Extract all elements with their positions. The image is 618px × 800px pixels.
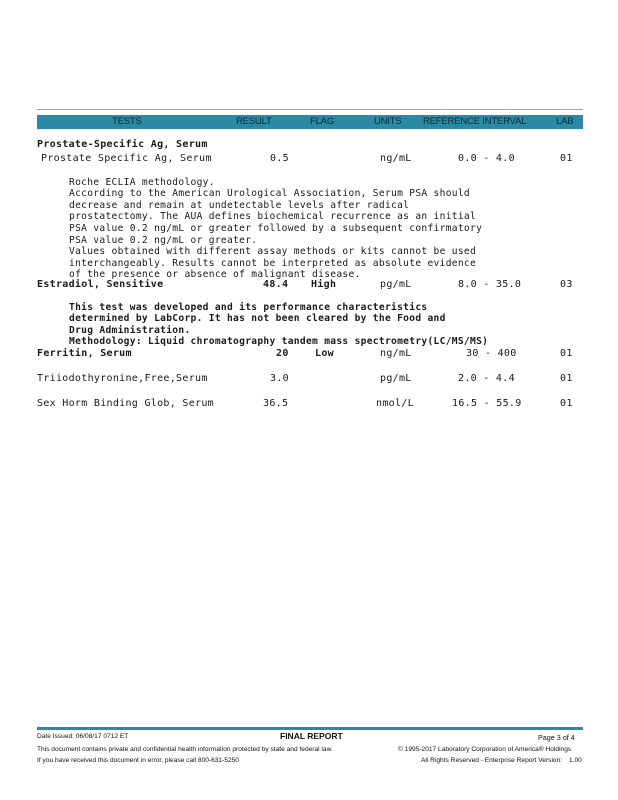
t3-units: pg/mL — [380, 373, 412, 384]
ferritin-test-name: Ferritin, Serum — [37, 348, 132, 359]
header-units: UNITS — [374, 116, 402, 127]
estradiol-note-line: Methodology: Liquid chromatography tandem mass spectrometry(LC/MS/MS) — [69, 336, 489, 348]
psa-reference: 0.0 - 4.0 — [458, 153, 515, 164]
t3-test-name: Triiodothyronine,Free,Serum — [37, 373, 208, 384]
shbg-test-name: Sex Horm Binding Glob, Serum — [37, 398, 214, 409]
psa-test-name: Prostate Specific Ag, Serum — [41, 153, 212, 164]
header-tests: TESTS — [112, 116, 142, 127]
t3-lab: 01 — [560, 373, 573, 384]
psa-note-line: PSA value 0.2 ng/mL or greater. — [69, 234, 258, 246]
report-version: 1.00 — [569, 757, 582, 764]
estradiol-lab: 03 — [560, 279, 573, 290]
header-reference-interval: REFERENCE INTERVAL — [423, 116, 527, 127]
ferritin-reference: 30 - 400 — [466, 348, 517, 359]
ferritin-result: 20 — [276, 348, 289, 359]
ferritin-flag: Low — [315, 348, 334, 359]
copyright: © 1995-2017 Laboratory Corporation of America® Holdings — [398, 746, 572, 753]
psa-note-line: Values obtained with different assay methods or kits cannot be used — [69, 246, 477, 258]
estradiol-result: 48.4 — [263, 279, 289, 290]
rights-reserved: All Rights Reserved - Enterprise Report Version: — [421, 757, 563, 764]
estradiol-test-name: Estradiol, Sensitive — [37, 279, 164, 290]
estradiol-flag: High — [311, 279, 337, 290]
ferritin-units: ng/mL — [380, 348, 412, 359]
estradiol-note-line: Drug Administration. — [69, 324, 191, 336]
psa-units: ng/mL — [380, 153, 412, 164]
header-lab: LAB — [556, 116, 574, 127]
shbg-reference: 16.5 - 55.9 — [452, 398, 522, 409]
header-result: RESULT — [236, 116, 272, 127]
top-rule — [37, 109, 583, 110]
shbg-lab: 01 — [560, 398, 573, 409]
report-title: FINAL REPORT — [280, 731, 343, 741]
estradiol-reference: 8.0 - 35.0 — [458, 279, 522, 290]
psa-note-line: decrease and remain at undetectable levels after radical — [69, 199, 410, 211]
psa-note-line: interchangeably. Results cannot be interpreted as absolute evidence — [69, 257, 477, 269]
estradiol-note-line: This test was developed and its performance characteristics — [69, 301, 428, 313]
psa-note-line: Roche ECLIA methodology. — [69, 176, 215, 188]
estradiol-note-line: determined by LabCorp. It has not been cleared by the Food and — [69, 313, 446, 325]
error-notice: If you have received this document in error, please call 800-631-5250 — [37, 757, 239, 764]
psa-note-line: of the presence or absence of malignant disease. — [69, 269, 361, 281]
footer-rule — [37, 727, 583, 730]
estradiol-units: pg/mL — [380, 279, 412, 290]
privacy-notice: This document contains private and confidential health information protected by state and federal law. — [37, 746, 333, 753]
header-flag: FLAG — [310, 116, 335, 127]
ferritin-lab: 01 — [560, 348, 573, 359]
shbg-units: nmol/L — [376, 398, 414, 409]
t3-result: 3.0 — [270, 373, 289, 384]
date-issued: Date Issued: 06/08/17 0712 ET — [37, 733, 129, 740]
shbg-result: 36.5 — [263, 398, 289, 409]
psa-note-line: According to the American Urological Association, Serum PSA should — [69, 188, 471, 200]
psa-note — [69, 165, 482, 293]
psa-result: 0.5 — [270, 153, 289, 164]
results-table-header — [37, 115, 583, 129]
page-number: Page 3 of 4 — [538, 733, 575, 742]
psa-note-line: prostatectomy. The AUA defines biochemical recurrence as an initial — [69, 211, 477, 223]
psa-group-title: Prostate-Specific Ag, Serum — [37, 139, 208, 150]
t3-reference: 2.0 - 4.4 — [458, 373, 515, 384]
psa-lab: 01 — [560, 153, 573, 164]
psa-note-line: PSA value 0.2 ng/mL or greater followed by a subsequent confirmatory — [69, 222, 483, 234]
